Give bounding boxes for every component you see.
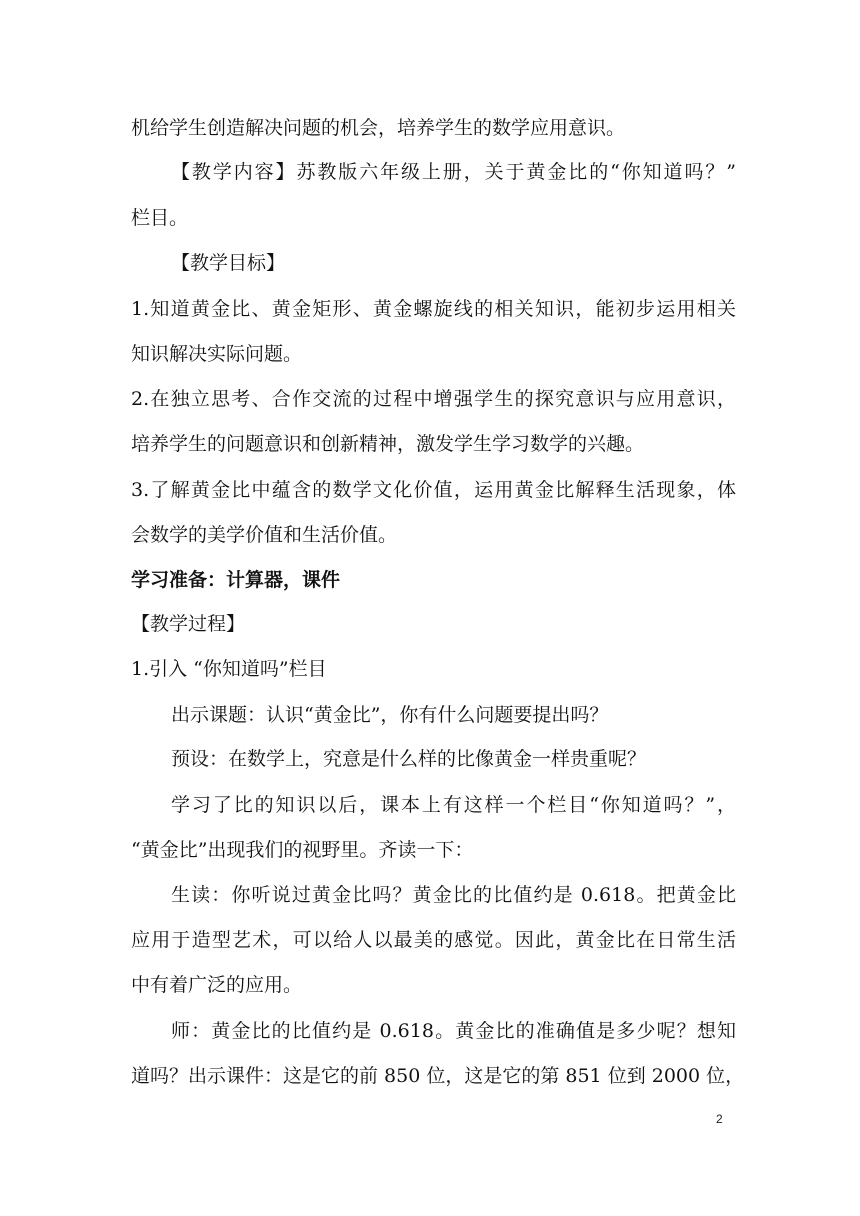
text-line-9: 3.了解黄金比中蕴含的数学文化价值，运用黄金比解释生活现象，体 (131, 479, 736, 501)
text-line-22: 道吗？出示课件：这是它的前 850 位，这是它的第 851 位到 2000 位， (131, 1065, 745, 1087)
text-line-3: 栏目。 (131, 207, 189, 229)
learning-preparation: 学习准备：计算器，课件 (131, 569, 341, 591)
text-line-16: 学习了比的知识以后，课本上有这样一个栏目“你知道吗？”， (171, 794, 736, 816)
section-heading-objectives: 【教学目标】 (171, 252, 286, 274)
text-line-19: 应用于造型艺术，可以给人以最美的感觉。因此，黄金比在日常生活 (131, 929, 736, 951)
text-line-18: 生读：你听说过黄金比吗？黄金比的比值约是 0.618。把黄金比 (171, 884, 736, 906)
text-line-7: 2.在独立思考、合作交流的过程中增强学生的探究意识与应用意识， (131, 388, 736, 410)
text-line-14: 出示课题：认识“黄金比”，你有什么问题要提出吗？ (171, 704, 609, 726)
text-line-1: 机给学生创造解决问题的机会，培养学生的数学应用意识。 (131, 117, 626, 139)
text-line-17: “黄金比”出现我们的视野里。齐读一下： (131, 839, 474, 861)
text-line-13: 1.引入 “你知道吗”栏目 (131, 658, 327, 680)
page-number: 2 (716, 1112, 723, 1126)
text-line-20: 中有着广泛的应用。 (131, 974, 303, 996)
section-heading-process: 【教学过程】 (131, 613, 246, 635)
text-line-8: 培养学生的问题意识和创新精神，激发学生学习数学的兴趣。 (131, 433, 645, 455)
text-line-21: 师：黄金比的比值约是 0.618。黄金比的准确值是多少呢？想知 (171, 1020, 736, 1042)
text-line-10: 会数学的美学价值和生活价值。 (131, 524, 398, 546)
text-line-6: 知识解决实际问题。 (131, 343, 303, 365)
text-line-5: 1.知道黄金比、黄金矩形、黄金螺旋线的相关知识，能初步运用相关 (131, 298, 736, 320)
text-line-15: 预设：在数学上，究意是什么样的比像黄金一样贵重呢？ (171, 748, 647, 770)
text-line-2: 【教学内容】苏教版六年级上册，关于黄金比的“你知道吗？” (171, 161, 736, 183)
